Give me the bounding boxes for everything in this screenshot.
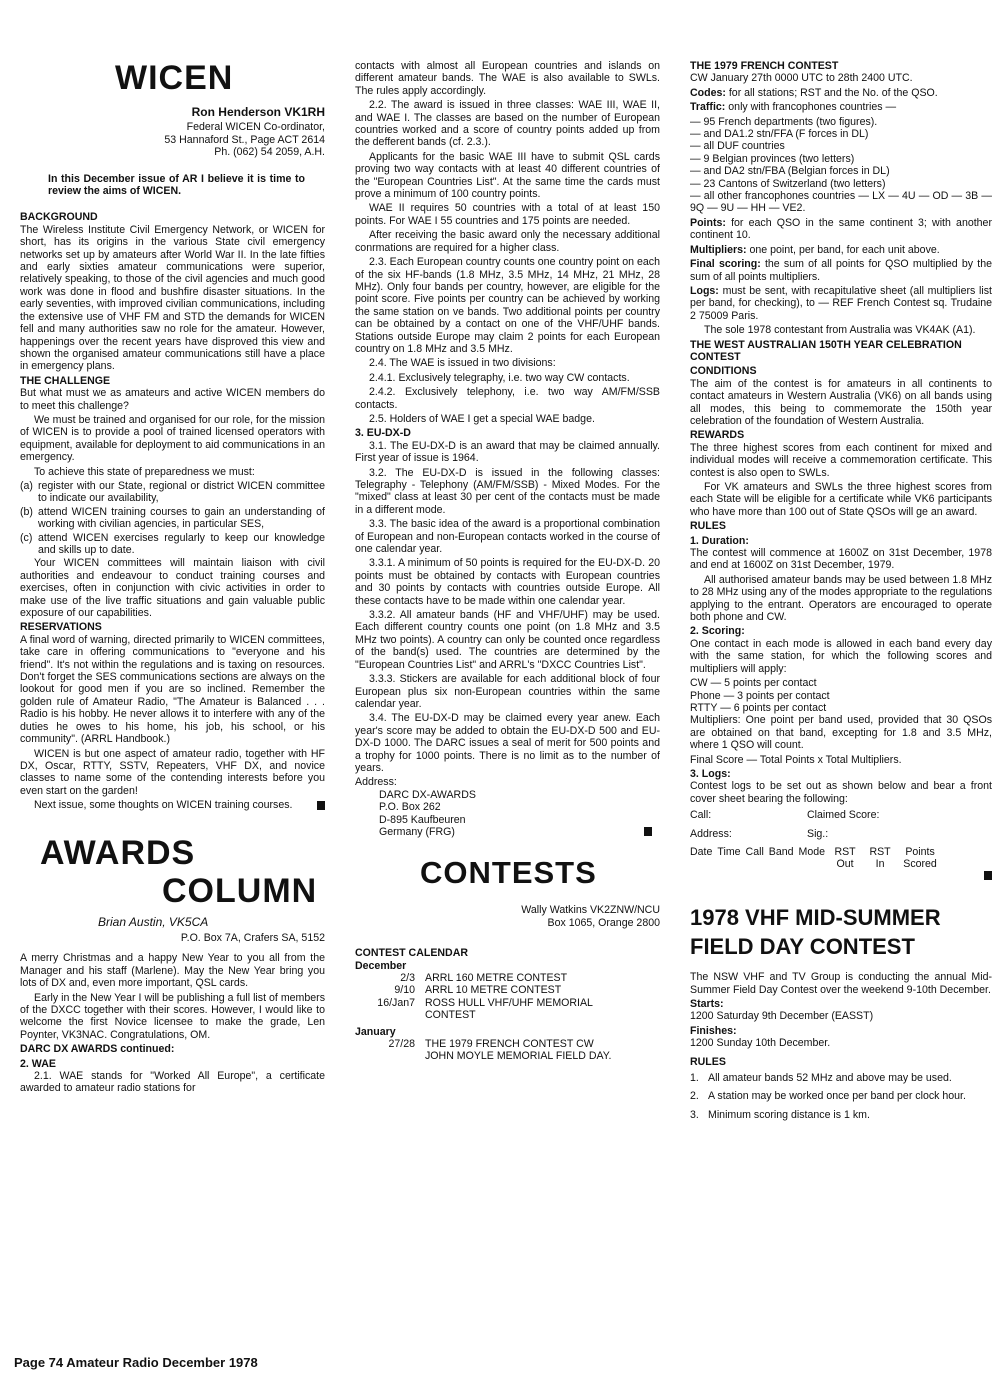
awards-title-2: COLUMN: [162, 871, 318, 910]
eudxd-heading: 3. EU-DX-D: [355, 427, 411, 440]
list-item: 1. All amateur bands 52 MHz and above may be used.: [690, 1072, 952, 1085]
french-heading: THE 1979 FRENCH CONTEST: [690, 60, 839, 72]
eudxd-3-3: 3.3. The basic idea of the award is a proportional combination of European and non-European contacts worked in the course of one calendar year.: [355, 518, 660, 556]
french-codes: Codes: for all stations; RST and the No. of the QSO.: [690, 86, 938, 99]
log-col-header: Mode: [798, 845, 826, 858]
background-text: The Wireless Institute Civil Emergency Network, or WICEN for short, has its origins in the various State civil emergency networks set up by amateurs after World War II. In the late fifties and early sixties amateur communications were superior, relatively speaking, to those of the civil agencies and much good work was done in flood and bushfire disaster situations. In the early seventies, with improved civilian communications, including the extensive use of VHF FM and STD the demands for WICEN fell and many authorities saw no role for the amateur. However, happenings over the recent years have disproved this view and shown the organised amateur communications still have a place in emergency plans.: [20, 223, 325, 373]
rewards-text-2: For VK amateurs and SWLs the three highest scores from each State will be eligible for a certificate while VK6 participants who have more than 100 out of State QSOs will ge an award.: [690, 481, 992, 518]
vhf-title-2: FIELD DAY CONTEST: [690, 934, 915, 960]
log-cover-form: [690, 809, 884, 840]
french-sole: The sole 1978 contestant from Australia was VK4AK (A1).: [704, 324, 976, 337]
conditions-text: The aim of the contest is for amateurs in all continents to contact amateurs in Western Australia (VK6) on all bands using all modes, this being to commemorate the 150th year celebration of the foundation of Western Australia.: [690, 377, 992, 427]
conditions-heading: CONDITIONS: [690, 365, 757, 378]
list-item: — 95 French departments (two figures).: [690, 115, 878, 128]
wae-2-1: 2.1. WAE stands for "Worked All Europe", a certificate awarded to amateur radio stations for: [20, 1070, 325, 1095]
reservations-text: A final word of warning, directed primarily to WICEN committees, take care in offering communications to "everyone and his friend". It's not within the regulations and is taxing on resources. Don't forget the SES communications sections are always on the lookout for good men if you are so inclined. Remember the golden rule of Amateur Radio, "The Amateur is Balanced . . . Radio is his hobby. He never allows it to interfere with any of the duties he owes to his home, his job, his school, or his community". (ARRL Handbook.): [20, 633, 325, 746]
scoring-item: Phone — 3 points per contact: [690, 689, 830, 702]
french-dates: CW January 27th 0000 UTC to 28th 2400 UTC.: [690, 72, 913, 85]
wicen-role: Federal WICEN Co-ordinator,: [186, 121, 325, 134]
vhf-rules-heading: RULES: [690, 1055, 726, 1068]
closing-text-2: Next issue, some thoughts on WICEN training courses.: [20, 799, 325, 811]
finishes-text: 1200 Sunday 10th December.: [690, 1037, 831, 1050]
wae-2-3: 2.3. Each European country counts one country point on each of the six HF-bands (1.8 MHz, 3.5 MHz, 14 MHz, 21 MHz, 28 MHz). Only four bands per country, however, are eligible for the point score. Five points per country can be achieved by working the same station on ve bands. Two additional points per country can be obtained by a contact on one of the VHF/UHF bands. Stations outside Europe may claim 2 points for each European country on 1.8 MHz and 3.5 MHz.: [355, 256, 660, 355]
log-col-header: Date: [690, 845, 713, 858]
list-item: — all DUF countries: [690, 140, 785, 153]
list-item: 2. A station may be worked once per band per clock hour.: [690, 1090, 966, 1103]
challenge-text-4: Your WICEN committees will maintain liaison with civil authorities and endeavour to conduct training courses and exercises, often in conjunction with civic activities in order to make use of the live traffic situations and gain valuable public exposure of our capabilities.: [20, 557, 325, 620]
eudxd-3-3-3: 3.3.3. Stickers are available for each additional block of four European plus six non-European countries within the same calendar year.: [355, 673, 660, 710]
awards-author: Brian Austin, VK5CA: [98, 914, 209, 929]
wae-2-2: 2.2. The award is issued in three classes: WAE III, WAE II, and WAE I. The classes are based on the number of European countries worked and a score of country points added up from the defferent bands (cf. 2.3.).: [355, 99, 660, 149]
wae-2-1-cont: contacts with almost all European countries and islands on different amateur bands. The WAE is also available to SWLs. The rules apply accordingly.: [355, 60, 660, 97]
wicen-intro: In this December issue of AR I believe it is time to review the aims of WICEN.: [48, 172, 305, 198]
page-footer: Page 74 Amateur Radio December 1978: [14, 1355, 258, 1370]
wae-2-2-d: After receiving the basic award only the necessary additional conrmations are required for a higher class.: [355, 229, 660, 254]
log-col-header: RST In: [869, 845, 891, 871]
list-item: — 23 Cantons of Switzerland (two letters): [690, 177, 886, 190]
eudxd-3-3-1: 3.3.1. A minimum of 50 points is required for the EU-DX-D. 20 points must be obtained by contacts with European countries and 30 points by contacts with countries outside Europe. All these contacts have to be made within one calendar year.: [355, 557, 660, 607]
french-multipliers: Multipliers: one point, per band, for each unit above.: [690, 243, 940, 256]
challenge-heading: THE CHALLENGE: [20, 374, 111, 387]
list-item: — all other francophones countries — LX — 4U — OD — 3B — 9Q — 9U — HH — VE2.: [690, 190, 992, 215]
eudxd-3-4: 3.4. The EU-DX-D may be claimed every year anew. Each year's score may be added to obtain the EU-DX-D 500 and EU-DX-D 1000. The DARC issues a seal of merit for 500 points and a trophy for 1000 points. There is no limit as to the number of years.: [355, 712, 660, 774]
log-col-header: Points Scored: [903, 845, 937, 871]
french-points: Points: for each QSO in the same continent 3; with another continent 10.: [690, 216, 992, 242]
contests-address: Box 1065, Orange 2800: [547, 916, 660, 929]
column-1: [20, 60, 325, 1097]
calendar-december: December: [355, 959, 407, 972]
wae-2-2-c: WAE II requires 50 countries with a total of at least 150 points. For WAE I 55 countries and 175 points are needed.: [355, 202, 660, 227]
duration-heading: 1. Duration:: [690, 534, 749, 547]
preparedness-list: [20, 480, 325, 556]
contests-author: Wally Watkins VK2ZNW/NCU: [521, 904, 660, 917]
wae-2-5: 2.5. Holders of WAE I get a special WAE badge.: [369, 412, 595, 425]
column-2: [355, 60, 660, 1063]
eudxd-3-1: 3.1. The EU-DX-D is an award that may be claimed annually. First year of issue is 1964.: [355, 439, 660, 465]
table-row: 9/10 ARRL 10 METRE CONTEST: [394, 984, 562, 997]
log-col-header: RST Out: [834, 845, 856, 871]
wae-2-4: 2.4. The WAE is issued in two divisions:: [369, 357, 556, 370]
vhf-rules-list: [690, 1072, 992, 1121]
form-sig-label: Sig.:: [807, 827, 829, 840]
form-claimed-label: Claimed Score:: [807, 809, 880, 822]
list-item: — and DA1.2 stn/FFA (F forces in DL): [690, 128, 869, 141]
awards-text-1: A merry Christmas and a happy New Year to you all from the Manager and his staff (Marlene). May the New Year bring you lots of DX and, even more important, QSL cards.: [20, 952, 325, 990]
eudxd-3-2: 3.2. The EU-DX-D is issued in the following classes: Telegraphy - Telephony (AM/FM/SSB) - Mixed Modes. For the "mixed" class at least 30 per cent of the contacts must be made in a different mode.: [355, 466, 660, 516]
table-row: 2/3 ARRL 160 METRE CONTEST: [400, 972, 568, 984]
december-table: [369, 972, 629, 1022]
january-table: [369, 1038, 615, 1063]
wae-2-2-b: Applicants for the basic WAE III have to submit QSL cards proving two way contacts with at least 40 different countries of the "European Countries List". At the same time the cards must prove a minimum of 100 country points.: [355, 150, 660, 201]
wae-2-4-1: 2.4.1. Exclusively telegraphy, i.e. two way CW contacts.: [369, 371, 630, 384]
log-col-header: Time: [717, 845, 741, 858]
darc-heading: DARC DX AWARDS continued:: [20, 1043, 175, 1056]
challenge-text-3: To achieve this state of preparedness we must:: [34, 465, 255, 478]
awards-title-1: AWARDS: [40, 833, 196, 872]
duration-text-2: All authorised amateur bands may be used between 1.8 MHz to 28 MHz using any of the modes appropriate to the regulations applying to the entrant. Operators are encouraged to operate both phone and CW.: [690, 573, 992, 624]
french-logs: Logs: must be sent, with recapitulative sheet (all multipliers list per band, for checking), to — REF French Contest sq. Trudaine 2 75009 Paris.: [690, 284, 992, 322]
form-address-label: Address:: [690, 827, 732, 840]
scoring-text-1: One contact in each mode is allowed in each band every day with the same station, for which the following scores and multipliers will apply:: [690, 637, 992, 675]
contests-title: CONTESTS: [420, 855, 597, 891]
french-final: Final scoring: the sum of all points for QSO multiplied by the sum of all points multipliers.: [690, 258, 992, 283]
list-item: (a) register with our State, regional or district WICEN committee to indicate our availability,: [20, 479, 325, 505]
form-call-label: Call:: [690, 809, 712, 822]
log-col-header: Call: [745, 845, 764, 858]
end-mark-icon: [984, 871, 992, 880]
wae-2-4-2: 2.4.2. Exclusively telephony, i.e. two way AM/FM/SSB contacts.: [355, 386, 660, 411]
rewards-text-1: The three highest scores from each continent for mixed and individual modes will receive a commemoration certificate. This contest is also open to SWLs.: [690, 441, 992, 479]
scoring-final: Final Score — Total Points x Total Multipliers.: [690, 753, 902, 766]
awards-address: P.O. Box 7A, Crafers SA, 5152: [180, 931, 325, 944]
end-mark-icon: [644, 827, 652, 836]
wicen-title: WICEN: [115, 59, 234, 97]
closing-text-1: WICEN is but one aspect of amateur radio, together with HF DX, Oscar, RTTY, SSTV, Repeaters, VHF DX, and novice classes to name some of the contending interests before you even start on the garden!: [20, 747, 325, 797]
calendar-heading: CONTEST CALENDAR: [355, 947, 468, 960]
finishes-heading: Finishes:: [690, 1024, 737, 1037]
logs-heading: 3. Logs:: [690, 767, 731, 780]
rules-heading: RULES: [690, 520, 726, 533]
list-item: — 9 Belgian provinces (two letters): [690, 152, 855, 165]
list-item: — and DA2 stn/FBA (Belgian forces in DL): [690, 165, 890, 178]
scoring-heading: 2. Scoring:: [690, 625, 745, 638]
vhf-intro: The NSW VHF and TV Group is conducting the annual Mid-Summer Field Day Contest over the weekend 9-10th December.: [690, 971, 992, 996]
calendar-january: January: [355, 1025, 396, 1038]
challenge-text-2: We must be trained and organised for our role, for the mission of WICEN is to provide a pool of trained licensed operators with equipment, available for deployment to aid communications in an emergency.: [20, 413, 325, 464]
reservations-heading: RESERVATIONS: [20, 621, 102, 634]
traffic-list: [690, 116, 992, 215]
wicen-phone: Ph. (062) 54 2059, A.H.: [214, 146, 325, 159]
french-traffic: Traffic: only with francophones countries —: [690, 101, 897, 114]
logs-text: Contest logs to be set out as shown below and bear a front cover sheet bearing the following:: [690, 780, 992, 805]
table-row: 27/28 THE 1979 FRENCH CONTEST CW JOHN MOYLE MEMORIAL FIELD DAY.: [388, 1038, 612, 1063]
wicen-author: Ron Henderson VK1RH: [191, 105, 325, 119]
table-row: 16/Jan7 ROSS HULL VHF/UHF MEMORIAL CONTEST: [377, 996, 593, 1022]
wa150-heading: THE WEST AUSTRALIAN 150TH YEAR CELEBRATION CONTEST: [690, 338, 962, 363]
eudxd-3-3-2: 3.3.2. All amateur bands (HF and VHF/UHF) may be used. Each different country counts one point (on 1.8 MHz and 3.5 MHz two points). A country can only be counted once regardless of the band(s) used. The countries are determined by the "European Countries List" and ARRL's "DXCC Countries List".: [355, 609, 660, 671]
end-mark-icon: [317, 801, 325, 810]
starts-heading: Starts:: [690, 998, 724, 1010]
scoring-multipliers: Multipliers: One point per band used, provided that 30 QSOs are obtained on that band, excepting for 1.8 and 3.5 MHz, where 1 QSO will count.: [690, 714, 992, 752]
wicen-address: 53 Hannaford St., Page ACT 2614: [164, 133, 325, 146]
list-item: 3. Minimum scoring distance is 1 km.: [690, 1108, 870, 1121]
darc-address: DARC DX-AWARDS P.O. Box 262 D-895 Kaufbeuren Germany (FRG): [379, 789, 660, 839]
awards-text-2: Early in the New Year I will be publishing a full list of members of the DXCC together with their scores. However, I would like to welcome the first Novice licensee to make the grade, Len Poynter, VK3NAC. Congratulations, OM.: [20, 991, 325, 1041]
rewards-heading: REWARDS: [690, 429, 745, 442]
list-item: (c) attend WICEN exercises regularly to keep our knowledge and skills up to date.: [20, 531, 325, 556]
vhf-title-1: 1978 VHF MID-SUMMER: [690, 905, 941, 931]
challenge-text-1: But what must we as amateurs and active WICEN members do to meet this challenge?: [20, 387, 325, 412]
log-columns: [690, 846, 945, 871]
darc-address-label: Address:: [355, 776, 397, 789]
background-heading: BACKGROUND: [20, 211, 98, 224]
list-item: (b) attend WICEN training courses to gain an understanding of working with civilian agencies, in particular SES,: [20, 505, 325, 531]
scoring-item: RTTY — 6 points per contact: [690, 701, 827, 714]
starts-text: 1200 Saturday 9th December (EASST): [690, 1010, 874, 1023]
log-col-header: Band: [768, 845, 794, 858]
column-3: [690, 60, 992, 1122]
duration-text-1: The contest will commence at 1600Z on 31st December, 1978 and end at 1600Z on 31st December, 1979.: [690, 547, 992, 572]
table-row: [690, 846, 945, 871]
wae-heading: 2. WAE: [20, 1057, 56, 1070]
scoring-item: CW — 5 points per contact: [690, 677, 817, 690]
